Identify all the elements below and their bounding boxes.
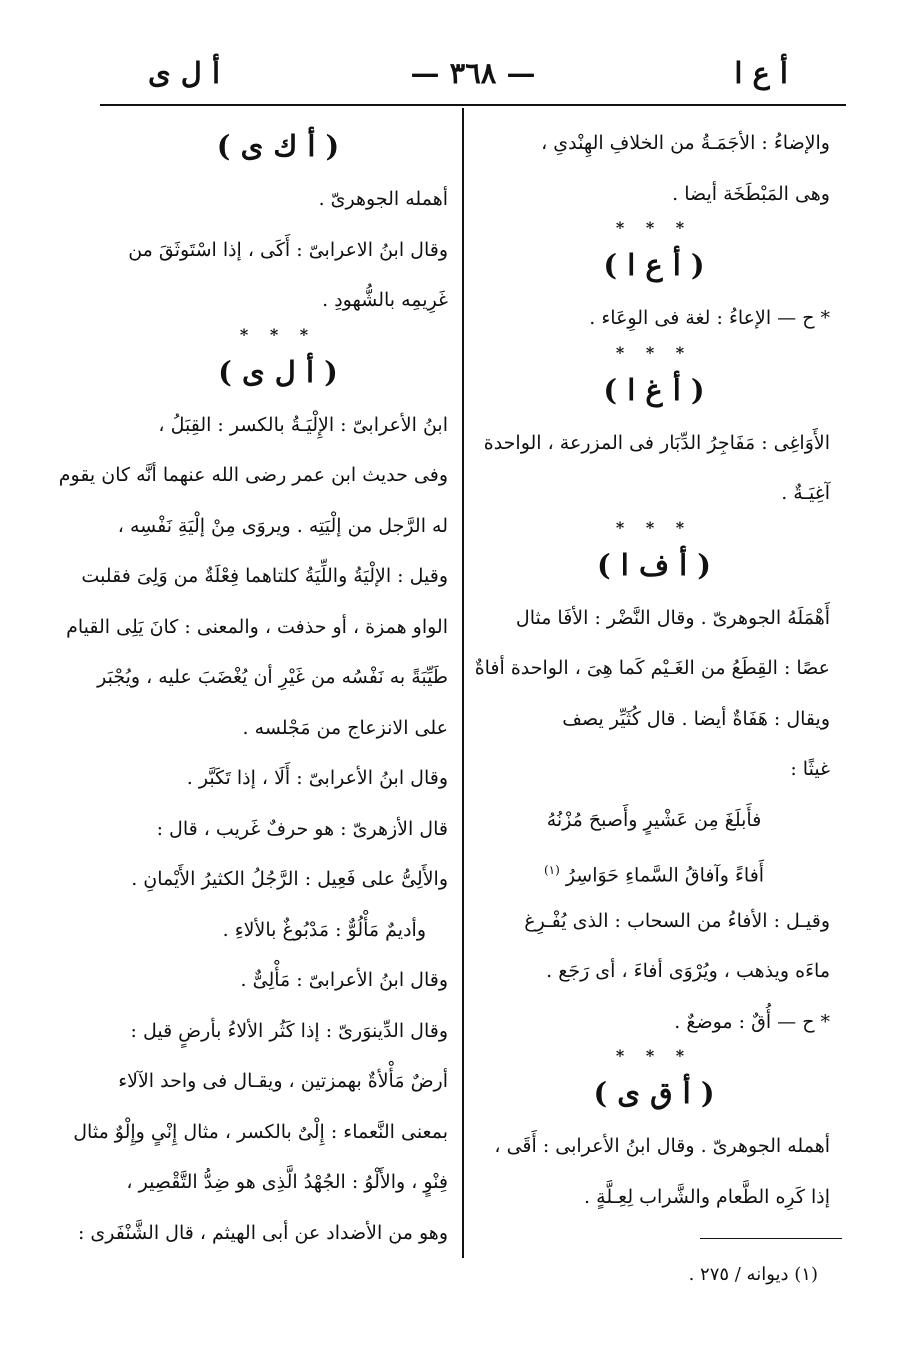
text-line: وقال ابنُ الاعرابىّ : أَكَى ، إذا اسْتَوثَقَ من xyxy=(128,238,448,261)
text-line: عصًا : القِطَعُ من الغَـيْم كَما هِىَ ، الواحدة أفاةٌ xyxy=(474,657,830,679)
text-line: قال الأزهرىّ : هو حرفٌ غَريب ، قال : xyxy=(156,817,448,840)
verse-line: فأَبلَغَ مِن عَشْيرٍ وأَصبحَ مُزْنُهُ xyxy=(546,808,762,831)
text-line: آغِيَـةٌ . xyxy=(781,482,830,504)
entry-heading: ( أ ف ا ) xyxy=(596,547,711,582)
entry-heading: ( أ ك ى ) xyxy=(216,129,340,163)
section-separator: * * * xyxy=(239,324,317,344)
text-line: أرضٌ مَأْلأةٌ بهمزتين ، ويقـال فى واحد الآلاء xyxy=(118,1070,448,1092)
text-line: الواو همزة ، أو حذفت ، والمعنى : كانَ يَلِى القيام xyxy=(66,615,448,638)
page-header xyxy=(100,50,846,106)
entry-heading: ( أ ق ى ) xyxy=(593,1076,715,1110)
section-separator: * * * xyxy=(615,1046,693,1065)
entry-heading: ( أ ع ا ) xyxy=(603,248,705,282)
verse-text: أَفاءً وآفاقُ السَّماءِ حَوَاسِرُ xyxy=(565,864,765,887)
text-line: غَرِيمِه بالشُّهودِ . xyxy=(322,289,448,311)
column-divider xyxy=(462,108,464,1258)
text-line: * ح — أُقٌ : موضعٌ . xyxy=(674,1010,830,1033)
text-line: أهمله الجوهرىّ . وقال ابنُ الأعرابى : أَقَى ، xyxy=(494,1135,830,1157)
section-separator: * * * xyxy=(615,218,693,237)
text-line: فِنْوٍ ، والأَلْوُ : الجُهْدُ الَّذِى هو ضِدُّ التَّقْصِير ، xyxy=(126,1171,448,1193)
text-line: ماءَه ويذهب ، ويُرْوَى أفاءَ ، أى رَجَع . xyxy=(546,960,830,982)
right-column xyxy=(474,118,830,1222)
section-separator: * * * xyxy=(615,342,693,362)
header-root-left: أ ل ى xyxy=(148,56,221,90)
text-line: طَيِّبَةً به نَفْسُه من غَيْرِ أن يُغْضَبَ عليه ، ويُجْبَر xyxy=(97,666,448,688)
text-line: ويقال : هَفَاةٌ أيضا . قال كُثَيِّر يصف xyxy=(562,707,830,730)
page-number: — ٣٦٨ — xyxy=(410,56,536,90)
text-line: وقال الدِّينوَرىّ : إذا كَثُر الألاءُ بأرضٍ قيل : xyxy=(130,1019,448,1042)
text-line: وقال ابنُ الأعرابىّ : مَأْلِىٌّ . xyxy=(240,969,448,991)
verse-line xyxy=(478,845,830,896)
text-line: له الرَّجل من إلْيَتِه . ويروَى مِنْ إلْيَةِ نَفْسِه ، xyxy=(117,514,448,537)
text-line: وقيـل : الأفاءُ من السحاب : الذى يُفْـرِغ xyxy=(524,909,830,932)
text-line: على الانزعاج من مَجْلسه . xyxy=(242,716,448,739)
text-line: وقيل : الإلْيَةُ واللِّيَةُ كلتاهما فِعْلَةٌ من وَلِىَ فقلبت xyxy=(81,565,448,587)
text-line: ابنُ الأعرابىّ : الإِلْيَـةُ بالكسر : القِبَلُ ، xyxy=(158,413,448,436)
text-line: إذا كَرِه الطَّعام والشَّراب لِعِـلَّةٍ . xyxy=(584,1185,830,1208)
text-line: وقال ابنُ الأعرابىّ : أَلَا ، إذا تَكَبَّر . xyxy=(186,767,448,789)
text-line: والأَلِىُّ على فَعِيل : الرَّجُلُ الكثيرُ الأَيْمانِ . xyxy=(131,868,448,890)
text-line: أهمله الجوهرىّ . xyxy=(318,188,448,210)
header-root-right: أ ع ا xyxy=(734,56,788,90)
section-separator: * * * xyxy=(615,517,693,537)
entry-heading: ( أ غ ا ) xyxy=(603,372,705,407)
text-line: وفى حديث ابن عمر رضى الله عنهما أنَّه كان يقوم xyxy=(58,464,448,486)
text-line: الأَوَاغِى : مَفَاجِرُ الدِّبَار فى المزرعة ، الواحدة xyxy=(483,431,830,454)
text-line: والإضاءُ : الأجَمَـةُ من الخلافِ الهِنْدىِ ، xyxy=(541,132,830,154)
text-line: وأديمٌ مَأْلُوٌّ : مَدْبُوغٌ بالألاءِ . xyxy=(222,918,426,941)
text-line: وهى المَبْطَخَة أيضا . xyxy=(672,182,830,205)
footnote-marker: (١) xyxy=(543,863,560,877)
text-line: أَهْمَلَهُ الجوهرىّ . وقال النَّضْر : الأفَا مثال xyxy=(515,606,830,629)
footnote: (١) ديوانه / ٢٧٥ . xyxy=(688,1264,818,1285)
text-line: * ح — الإعاءُ : لغة فى الوِعَاء . xyxy=(589,307,830,329)
footnote-rule xyxy=(700,1238,842,1239)
header-rule xyxy=(100,104,846,106)
entry-heading: ( أ ل ى ) xyxy=(218,354,338,389)
text-line: غيثًا : xyxy=(790,758,830,780)
text-line: بمعنى النَّعماء : إِلْىٌ بالكسر ، مثال إِنْىٍ وإِلْوٌ مثال xyxy=(73,1120,448,1143)
text-line: وهو من الأضداد عن أبى الهيثم ، قال الشَّنْفَرى : xyxy=(77,1221,448,1244)
left-column xyxy=(58,118,448,1258)
